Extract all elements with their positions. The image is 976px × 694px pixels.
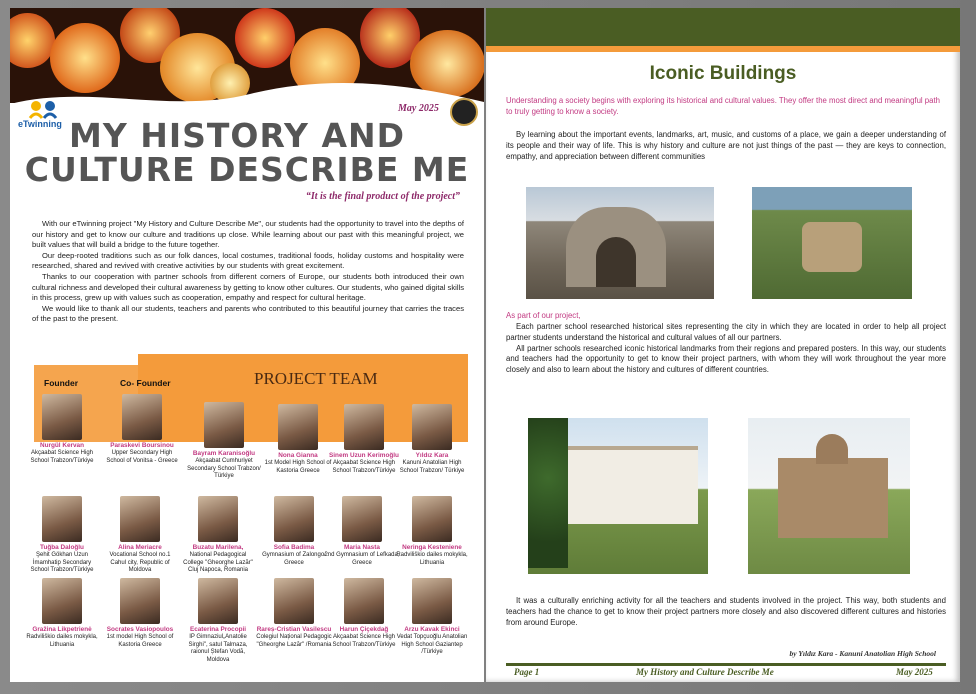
team-member [326, 404, 402, 475]
left-page [10, 8, 484, 682]
member-name: Harun Çiçekdağ [339, 626, 389, 633]
member-photo [278, 404, 318, 450]
member-name: Bayram Karanisoğlu [192, 450, 256, 457]
footer-title: My History and Culture Describe Me [636, 667, 774, 677]
team-member [24, 578, 100, 649]
body-text [506, 322, 946, 376]
body-paragraph: All partner schools researched iconic historical landmarks from their regions and prepared posters. In this way, our students and teachers had the opportunity to get to know their project partners, with whom they will work throughout the year more closely and also to learn about the history and cultures of different countries. [506, 343, 946, 375]
member-school: Radviliškio dailes mokykla, Lithuania [26, 634, 98, 648]
member-name: Nona Gianna [278, 452, 318, 459]
member-name: Sinem Uzun Kerimoğlu [329, 452, 399, 459]
team-member [180, 496, 256, 575]
photo-church [748, 418, 910, 574]
team-member [24, 496, 100, 575]
member-school: Gymnasium of Zalongo/ Greece [262, 552, 326, 566]
photo-castle-aerial [752, 187, 912, 299]
member-name: Arzu Kavak Ekinci [404, 626, 460, 633]
team-member [326, 578, 402, 649]
member-photo [344, 578, 384, 624]
member-school: 1st Model High School of Kastoria Greece [264, 460, 332, 474]
member-photo [42, 394, 82, 440]
member-school: Akçaabat Science High School Trabzon/Türkiye [332, 634, 396, 648]
team-member [324, 496, 400, 567]
member-name: Alina Meriacre [118, 544, 162, 551]
member-school: Kanuni Anatolian High School Trabzon/ Türkiye [399, 460, 465, 474]
page-title-line2: CULTURE DESCRIBE ME [24, 150, 470, 189]
team-member [102, 496, 178, 575]
member-name: Neringa Kesteniene [402, 544, 462, 551]
lead-text: Understanding a society begins with exploring its historical and cultural values. They offer the most direct and meaningful path to truly getting to know a society. [506, 96, 940, 116]
section-title: Iconic Buildings [649, 63, 797, 84]
member-photo [412, 404, 452, 450]
body-paragraph: It was a culturally enriching activity for all the teachers and students involved in the project. This way, both students and teachers had the chance to get to know their project partners more closely and also discovered different cultures and histories from around Europe. [506, 596, 946, 627]
member-photo [412, 496, 452, 542]
member-photo [204, 402, 244, 448]
member-school: Colegiul Național Pedagogic "Gheorghe Lazăr" /Romania [256, 634, 332, 648]
intro-paragraph: With our eTwinning project "My History and Culture Describe Me", our students had the opportunity to travel into the depths of our history and get to know our culture and traditions up close. While learning about our past with this meaningful project, we built values that will build a bridge to the future together. [32, 219, 464, 250]
member-photo [412, 578, 452, 624]
team-member [102, 578, 178, 649]
founder-label: Founder [44, 378, 78, 388]
member-photo [344, 404, 384, 450]
member-photo [342, 496, 382, 542]
member-name: Gražina Likpetrienė [32, 626, 92, 633]
team-member [186, 402, 262, 481]
member-school: Upper Secondary High School of Vonitsa - Greece [106, 450, 178, 464]
team-member [394, 404, 470, 475]
member-school: Akçaabat Cumhuriyet Secondary School Trabzon/ Türkiye [187, 458, 261, 480]
member-name: Tuğba Daloğlu [40, 544, 84, 551]
team-member [256, 496, 332, 567]
team-member [394, 578, 470, 657]
footer-line [506, 663, 946, 666]
cofounder-label: Co- Founder [120, 378, 171, 388]
member-name: Rareș-Cristian Vasilescu [256, 626, 332, 633]
member-school: Şehit Gökhan Uzun İmamhatip Secondary School Trabzon/Türkiye [30, 552, 94, 574]
header-bar [486, 8, 960, 46]
member-name: Paraskevi Boursinou [110, 442, 174, 449]
member-school: Radviliškio dailes mokykla, Lithuania [396, 552, 468, 566]
member-photo [122, 394, 162, 440]
member-school: Vocational School no.1 Cahul city, Republic of Moldova [109, 552, 171, 574]
project-team-heading: PROJECT TEAM [254, 369, 378, 388]
team-member [180, 578, 256, 664]
member-school: National Pedagogical College "Gheorghe Lazăr" Cluj Napoca, Romania [183, 552, 253, 574]
footer-page-number: Page 1 [514, 667, 540, 677]
body-paragraph: By learning about the important events, landmarks, art, music, and customs of a place, we gain a deeper understanding of its people and their way of life. This is why history and culture are not just things of the past — they are keys to connection, empathy, and appreciation between different communities [506, 130, 946, 161]
photo-school-building [528, 418, 708, 574]
member-photo [120, 496, 160, 542]
member-name: Maria Nasta [344, 544, 380, 551]
photo-historic-building [526, 187, 714, 299]
member-name: Yıldız Kara [415, 452, 449, 459]
member-name: Buzatu Marilena, [192, 544, 244, 551]
member-name: Socrates Vasiopoulos [106, 626, 174, 633]
member-photo [274, 578, 314, 624]
team-member [104, 394, 180, 465]
body-text [506, 596, 946, 628]
intro-text [32, 219, 464, 325]
byline: by Yıldız Kara - Kanuni Anatolian High School [789, 649, 936, 658]
page-title-line1: MY HISTORY AND [69, 116, 405, 155]
member-photo [42, 496, 82, 542]
subheading: As part of our project, [506, 311, 581, 320]
member-name: Ecaterina Procopii [189, 626, 247, 633]
member-photo [42, 578, 82, 624]
member-school: Akçaabat Science High School Trabzon/Türkiye [30, 450, 94, 464]
member-photo [274, 496, 314, 542]
member-photo [198, 496, 238, 542]
member-school: Akçaabat Science High School Trabzon/Türkiye [332, 460, 396, 474]
intro-paragraph: Our deep-rooted traditions such as our folk dances, local costumes, traditional foods, holiday customs and hospitality were researched, shared and revived with creative activities by our students with great excitement. [32, 250, 464, 271]
team-member [260, 404, 336, 475]
body-text [506, 130, 946, 162]
etwinning-logo-text: eTwinning [18, 119, 62, 129]
team-member [394, 496, 470, 567]
member-name: Sofia Badima [273, 544, 315, 551]
subtitle-quote: “It is the final product of the project” [305, 191, 460, 202]
member-photo [198, 578, 238, 624]
intro-paragraph: Thanks to our cooperation with partner schools from different corners of Europe, our students both introduced their own cultural richness and developed their cultural awareness by getting to know other cultures. Our students, who gained digital skills in this process, grew up with values such as cooperation, empathy and respect for cultural heritage. [32, 271, 464, 303]
footer-date: May 2025 [896, 667, 933, 677]
issue-date: May 2025 [398, 103, 439, 114]
header-accent-line [486, 46, 960, 52]
member-school: Vedat Topçuoğlu Anatolian High School Gaziantep /Türkiye [396, 634, 468, 656]
member-school: 2nd Gymnasium of Lefkada, Greece [324, 552, 400, 566]
member-school: IP Gimnaziul„Anatolie Sirghi", satul Talmaza, raionul Ștefan Vodă, Moldova [188, 634, 248, 663]
member-name: Nurgül Kervan [39, 442, 85, 449]
team-member [24, 394, 100, 465]
team-member [256, 578, 332, 649]
right-page [486, 8, 960, 682]
member-photo [120, 578, 160, 624]
body-paragraph: Each partner school researched historical sites representing the city in which they are located in order to help all project partner students understand the historical and cultural values of all our partners. [506, 322, 946, 342]
member-school: 1st model High School of Kastoria Greece [106, 634, 174, 648]
intro-paragraph: We would like to thank all our students, teachers and parents who contributed to this beautiful journey that carries the traces of the past to the present. [32, 303, 464, 324]
